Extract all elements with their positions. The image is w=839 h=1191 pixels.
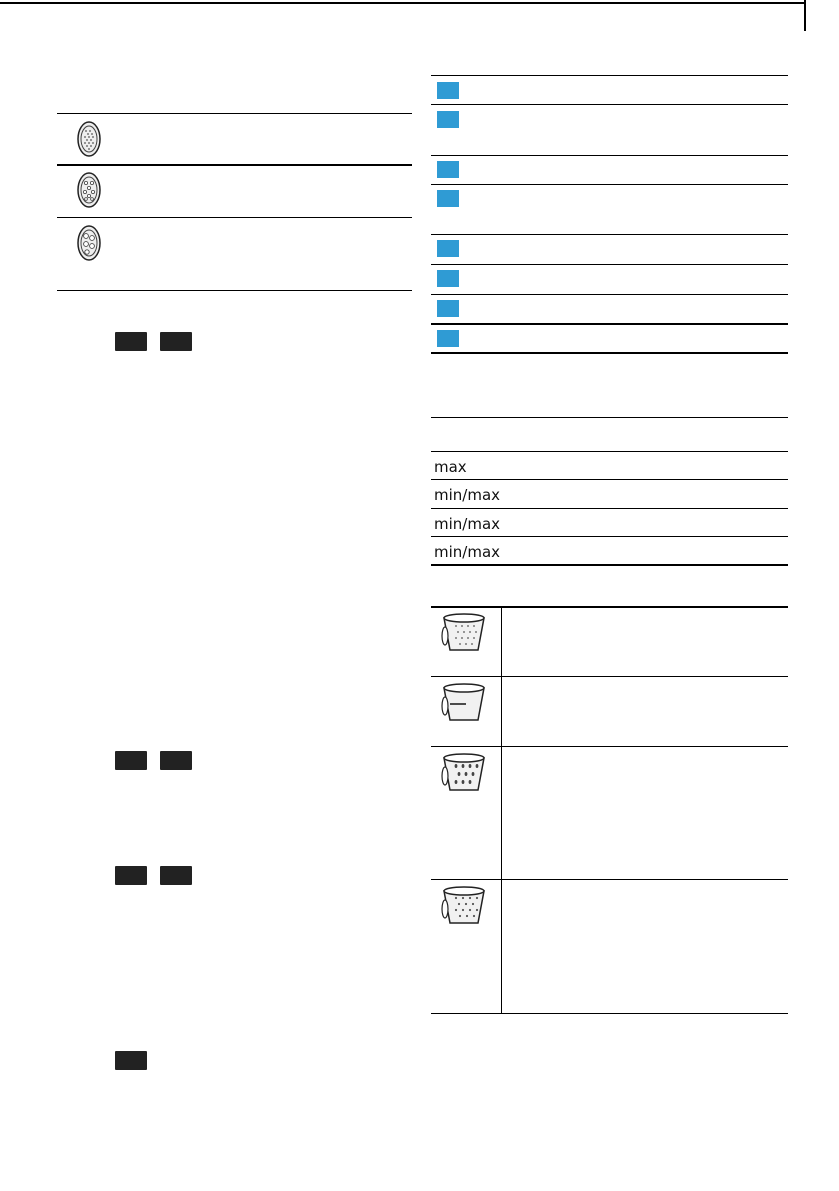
- table-rule: [431, 451, 788, 452]
- blue-marker: [437, 161, 459, 178]
- crop-mark: [804, 0, 806, 31]
- top-rule: [0, 2, 805, 4]
- button-symbol: [115, 332, 147, 351]
- table-rule: [57, 164, 412, 166]
- table-rule: [431, 184, 788, 185]
- table-rule: [431, 75, 788, 76]
- blue-marker: [437, 190, 459, 207]
- slicing-drum-icon: [438, 682, 490, 726]
- table-rule: [431, 234, 788, 235]
- button-symbol: [160, 866, 192, 885]
- button-symbol: [115, 751, 147, 770]
- table-rule: [431, 417, 788, 418]
- table-rule: [431, 606, 788, 608]
- blue-marker: [437, 111, 459, 128]
- blue-marker: [437, 82, 459, 99]
- coarse-grating-drum-icon: [438, 752, 490, 796]
- speed-label: min/max: [434, 543, 501, 561]
- table-rule: [431, 352, 788, 354]
- table-rule: [431, 536, 788, 537]
- table-rule: [57, 113, 412, 114]
- table-rule: [431, 746, 788, 747]
- speed-label: min/max: [434, 486, 501, 504]
- table-rule: [57, 290, 412, 291]
- table-rule: [431, 676, 788, 677]
- speed-label: max: [434, 458, 467, 476]
- blue-marker: [437, 330, 459, 347]
- table-rule: [431, 508, 788, 509]
- coarse-perforated-disc-icon: [76, 224, 102, 262]
- column-divider: [501, 606, 502, 1014]
- speed-label: min/max: [434, 515, 501, 533]
- blue-marker: [437, 240, 459, 257]
- blue-marker: [437, 270, 459, 287]
- button-symbol: [160, 751, 192, 770]
- button-symbol: [115, 866, 147, 885]
- table-rule: [431, 479, 788, 480]
- table-rule: [431, 879, 788, 880]
- table-rule: [431, 294, 788, 295]
- table-rule: [431, 564, 788, 566]
- medium-perforated-disc-icon: [76, 171, 102, 209]
- blue-marker: [437, 300, 459, 317]
- table-rule: [431, 323, 788, 325]
- button-symbol: [160, 332, 192, 351]
- table-rule: [431, 155, 788, 156]
- table-rule: [431, 264, 788, 265]
- table-rule: [431, 1013, 788, 1014]
- table-rule: [57, 217, 412, 218]
- medium-grating-drum-icon: [438, 885, 490, 929]
- fine-perforated-disc-icon: [76, 120, 102, 158]
- fine-grating-drum-icon: [438, 612, 490, 656]
- table-rule: [431, 104, 788, 105]
- button-symbol: [115, 1051, 147, 1070]
